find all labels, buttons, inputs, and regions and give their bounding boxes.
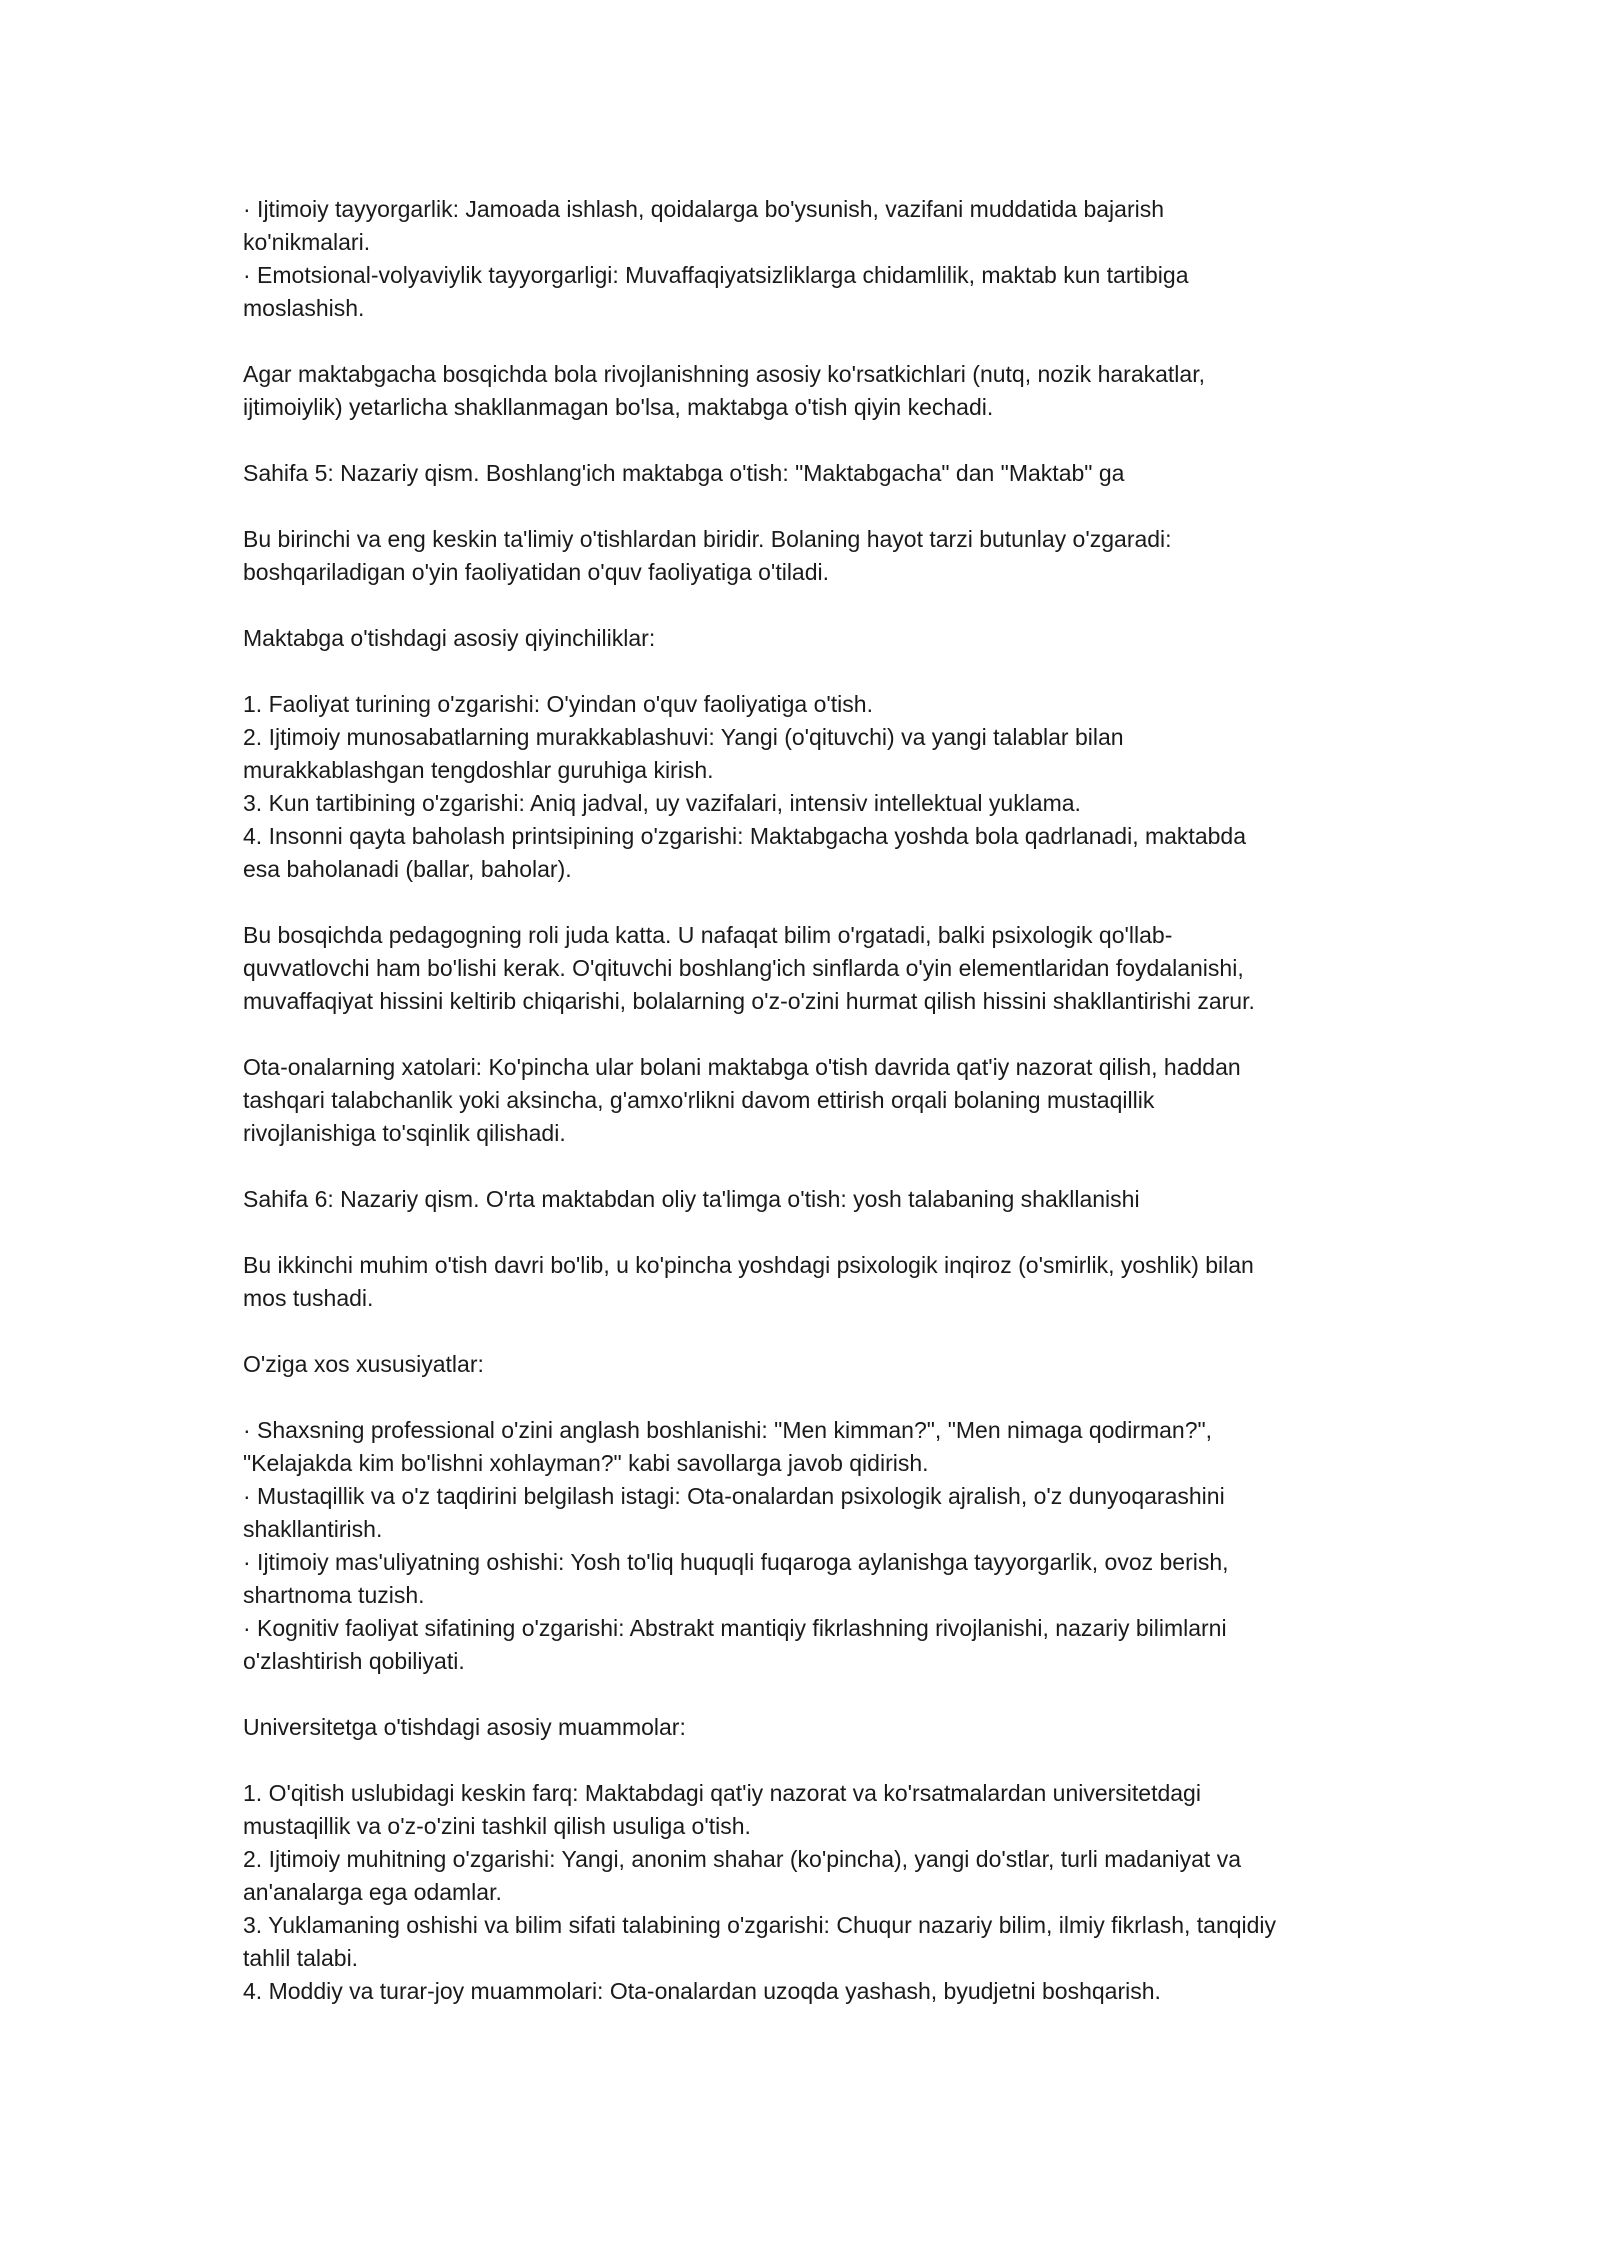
paragraph <box>243 1414 1373 1678</box>
paragraph-gap <box>243 1150 1373 1183</box>
text-line: · Kognitiv faoliyat sifatining o'zgarishi: Abstrakt mantiqiy fikrlashning rivojlanishi, nazariy bilimlarni <box>243 1615 1227 1641</box>
text-line: · Emotsional-volyaviylik tayyorgarligi: Muvaffaqiyatsizliklarga chidamlilik, maktab kun tartibiga <box>243 262 1189 288</box>
text-line: murakkablashgan tengdoshlar guruhiga kirish. <box>243 757 714 783</box>
text-line: 1. Faoliyat turining o'zgarishi: O'yindan o'quv faoliyatiga o'tish. <box>243 691 873 717</box>
paragraph-gap <box>243 1381 1373 1414</box>
text-line: · Mustaqillik va o'z taqdirini belgilash istagi: Ota-onalardan psixologik ajralish, o'z dunyoqarashini <box>243 1483 1225 1509</box>
paragraph <box>243 457 1373 490</box>
text-line: 1. O'qitish uslubidagi keskin farq: Maktabdagi qat'iy nazorat va ko'rsatmalardan universitetdagi <box>243 1780 1201 1806</box>
text-line: moslashish. <box>243 295 365 321</box>
text-line: quvvatlovchi ham bo'lishi kerak. O'qituvchi boshlang'ich sinflarda o'yin elementlaridan foydalanishi, <box>243 955 1244 981</box>
paragraph <box>243 1249 1373 1315</box>
text-line: Agar maktabgacha bosqichda bola rivojlanishning asosiy ko'rsatkichlari (nutq, nozik harakatlar, <box>243 361 1205 387</box>
text-line: ko'nikmalari. <box>243 229 371 255</box>
text-line: · Ijtimoiy mas'uliyatning oshishi: Yosh to'liq huquqli fuqaroga aylanishga tayyorgarlik, ovoz berish, <box>243 1549 1229 1575</box>
text-line: 2. Ijtimoiy munosabatlarning murakkablashuvi: Yangi (o'qituvchi) va yangi talablar bilan <box>243 724 1124 750</box>
text-line: "Kelajakda kim bo'lishni xohlayman?" kabi savollarga javob qidirish. <box>243 1450 929 1476</box>
paragraph-gap <box>243 1315 1373 1348</box>
paragraph <box>243 1183 1373 1216</box>
text-line: mos tushadi. <box>243 1285 374 1311</box>
text-line: 3. Kun tartibining o'zgarishi: Aniq jadval, uy vazifalari, intensiv intellektual yuklama. <box>243 790 1081 816</box>
paragraph <box>243 1777 1373 2008</box>
text-line: Bu bosqichda pedagogning roli juda katta. U nafaqat bilim o'rgatadi, balki psixologik qo'llab- <box>243 922 1173 948</box>
paragraph-gap <box>243 1216 1373 1249</box>
text-line: 4. Insonni qayta baholash printsipining o'zgarishi: Maktabgacha yoshda bola qadrlanadi, maktabda <box>243 823 1246 849</box>
text-line: Sahifa 5: Nazariy qism. Boshlang'ich maktabga o'tish: "Maktabgacha" dan "Maktab" ga <box>243 460 1125 486</box>
paragraph <box>243 1348 1373 1381</box>
text-line: an'analarga ega odamlar. <box>243 1879 502 1905</box>
text-line: Maktabga o'tishdagi asosiy qiyinchiliklar: <box>243 625 656 651</box>
text-line: Universitetga o'tishdagi asosiy muammolar: <box>243 1714 686 1740</box>
paragraph-gap <box>243 589 1373 622</box>
paragraph <box>243 193 1373 325</box>
paragraph-gap <box>243 325 1373 358</box>
text-line: ijtimoiylik) yetarlicha shakllanmagan bo'lsa, maktabga o'tish qiyin kechadi. <box>243 394 994 420</box>
text-line: · Shaxsning professional o'zini anglash boshlanishi: "Men kimman?", "Men nimaga qodirman?", <box>243 1417 1213 1443</box>
text-line: muvaffaqiyat hissini keltirib chiqarishi, bolalarning o'z-o'zini hurmat qilish hissini shakllantirishi zarur. <box>243 988 1255 1014</box>
document-body <box>243 193 1373 2008</box>
text-line: Bu ikkinchi muhim o'tish davri bo'lib, u ko'pincha yoshdagi psixologik inqiroz (o'smirlik, yoshlik) bilan <box>243 1252 1254 1278</box>
text-line: 2. Ijtimoiy muhitning o'zgarishi: Yangi, anonim shahar (ko'pincha), yangi do'stlar, turli madaniyat va <box>243 1846 1241 1872</box>
paragraph <box>243 358 1373 424</box>
paragraph <box>243 622 1373 655</box>
paragraph-gap <box>243 424 1373 457</box>
paragraph <box>243 523 1373 589</box>
text-line: 4. Moddiy va turar-joy muammolari: Ota-onalardan uzoqda yashash, byudjetni boshqarish. <box>243 1978 1161 2004</box>
text-line: O'ziga xos xususiyatlar: <box>243 1351 484 1377</box>
paragraph-gap <box>243 655 1373 688</box>
text-line: shakllantirish. <box>243 1516 383 1542</box>
text-line: Ota-onalarning xatolari: Ko'pincha ular bolani maktabga o'tish davrida qat'iy nazorat qilish, haddan <box>243 1054 1241 1080</box>
paragraph-gap <box>243 1744 1373 1777</box>
paragraph-gap <box>243 490 1373 523</box>
text-line: tashqari talabchanlik yoki aksincha, g'amxo'rlikni davom ettirish orqali bolaning mustaqillik <box>243 1087 1155 1113</box>
text-line: mustaqillik va o'z-o'zini tashkil qilish usuliga o'tish. <box>243 1813 751 1839</box>
text-line: boshqariladigan o'yin faoliyatidan o'quv faoliyatiga o'tiladi. <box>243 559 830 585</box>
paragraph <box>243 1711 1373 1744</box>
text-line: esa baholanadi (ballar, baholar). <box>243 856 572 882</box>
paragraph-gap <box>243 886 1373 919</box>
paragraph <box>243 919 1373 1018</box>
paragraph <box>243 1051 1373 1150</box>
text-line: shartnoma tuzish. <box>243 1582 425 1608</box>
paragraph <box>243 688 1373 886</box>
text-line: · Ijtimoiy tayyorgarlik: Jamoada ishlash, qoidalarga bo'ysunish, vazifani muddatida bajarish <box>243 196 1165 222</box>
text-line: Bu birinchi va eng keskin ta'limiy o'tishlardan biridir. Bolaning hayot tarzi butunlay o'zgaradi: <box>243 526 1172 552</box>
paragraph-gap <box>243 1678 1373 1711</box>
text-line: tahlil talabi. <box>243 1945 359 1971</box>
text-line: 3. Yuklamaning oshishi va bilim sifati talabining o'zgarishi: Chuqur nazariy bilim, ilmiy fikrlash, tanqidiy <box>243 1912 1277 1938</box>
text-line: o'zlashtirish qobiliyati. <box>243 1648 465 1674</box>
text-line: rivojlanishiga to'sqinlik qilishadi. <box>243 1120 566 1146</box>
paragraph-gap <box>243 1018 1373 1051</box>
text-line: Sahifa 6: Nazariy qism. O'rta maktabdan oliy ta'limga o'tish: yosh talabaning shakllanishi <box>243 1186 1140 1212</box>
